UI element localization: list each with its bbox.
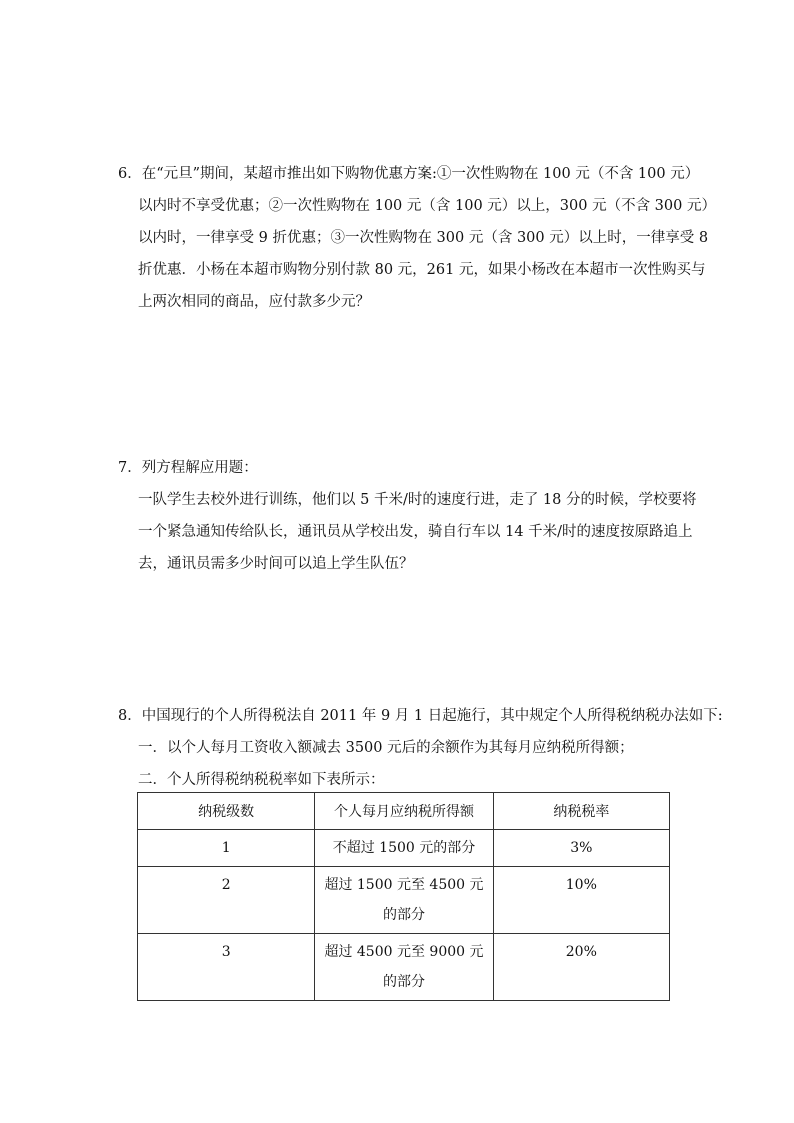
table-row — [138, 830, 670, 867]
problem-7-title: 7．列方程解应用题： — [118, 460, 258, 476]
problem-6-line: 折优惠．小杨在本超市购物分别付款 80 元，261 元，如果小杨改在本超市一次性购买与 — [138, 262, 706, 278]
table-header-row — [138, 793, 670, 830]
cell-taxable-income: 超过 4500 元至 9000 元的部分 — [315, 934, 493, 1001]
problem-6-line: 6．在“元旦”期间，某超市推出如下购物优惠方案:①一次性购物在 100 元（不含 100 元） — [118, 166, 700, 182]
problem-8-rule-2: 二．个人所得税纳税税率如下表所示： — [138, 772, 385, 788]
cell-tax-level: 2 — [138, 867, 315, 934]
cell-tax-rate: 3% — [493, 830, 669, 867]
header-taxable-income: 个人每月应纳税所得额 — [315, 793, 493, 830]
problem-6-line: 以内时不享受优惠；②一次性购物在 100 元（含 100 元）以上，300 元（不含 300 元） — [138, 198, 716, 214]
cell-taxable-income: 不超过 1500 元的部分 — [315, 830, 493, 867]
header-tax-level: 纳税级数 — [138, 793, 315, 830]
header-tax-rate: 纳税税率 — [493, 793, 669, 830]
problem-7 — [118, 452, 697, 580]
cell-tax-rate: 10% — [493, 867, 669, 934]
problem-6-line: 上两次相同的商品，应付款多少元？ — [138, 294, 370, 310]
tax-rate-table — [137, 792, 670, 1001]
cell-tax-rate: 20% — [493, 934, 669, 1001]
cell-tax-level: 3 — [138, 934, 315, 1001]
problem-7-line: 一个紧急通知传给队长，通讯员从学校出发，骑自行车以 14 千米/时的速度按原路追上 — [138, 524, 693, 540]
cell-taxable-income: 超过 1500 元至 4500 元的部分 — [315, 867, 493, 934]
table-row — [138, 867, 670, 934]
problem-7-line: 一队学生去校外进行训练，他们以 5 千米/时的速度行进，走了 18 分的时候，学校要将 — [138, 492, 697, 508]
problem-7-line: 去，通讯员需多少时间可以追上学生队伍？ — [138, 556, 414, 572]
problem-8-title: 8．中国现行的个人所得税法自 2011 年 9 月 1 日起施行，其中规定个人所得税纳税办法如下: — [118, 708, 723, 724]
cell-tax-level: 1 — [138, 830, 315, 867]
problem-8 — [118, 700, 723, 796]
problem-6 — [118, 158, 716, 318]
problem-6-line: 以内时，一律享受 9 折优惠；③一次性购物在 300 元（含 300 元）以上时，一律享受 8 — [138, 230, 709, 246]
table-row — [138, 934, 670, 1001]
problem-8-rule-1: 一．以个人每月工资收入额减去 3500 元后的余额作为其每月应纳税所得额； — [138, 740, 634, 756]
